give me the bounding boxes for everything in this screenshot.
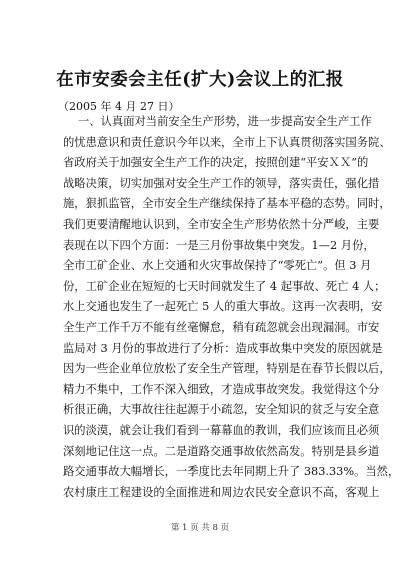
body-line: 因为一些企业单位放松了安全生产管理，特别是在春节长假以后， <box>63 362 391 376</box>
body-line: 全市工矿企业、水上交通和火灾事故保持了“零死亡”。但 3 月 <box>63 259 372 273</box>
body-line: 析很正确，大事故往往起源于小疏忽，安全知识的贫乏与安全意 <box>63 403 380 417</box>
body-line: 全生产工作千万不能有丝毫懈怠，稍有疏忽就会出现漏洞。市安 <box>63 320 380 334</box>
document-body <box>63 112 400 503</box>
body-line: 省政府关于加强安全生产工作的决定，按照创建“平安ＸＸ”的 <box>63 156 369 170</box>
body-line: 施，狠抓监管，全市安全生产继续保持了基本平稳的态势。同时， <box>63 197 391 211</box>
body-line: 监局对 3 月份的事故进行了分析：造成事故集中突发的原因就是 <box>63 341 383 355</box>
body-line: 的忧患意识和责任意识今年以来，全市上下认真贯彻落实国务院、 <box>63 135 391 149</box>
body-line: 深刻地记住这一点。二是道路交通事故依然高发。特别是县乡道 <box>63 444 380 458</box>
body-line: 战略决策，切实加强对安全生产工作的领导，落实责任，强化措 <box>63 176 380 190</box>
body-line: 农村康庄工程建设的全面推进和周边农民安全意识不高，客观上 <box>63 485 380 499</box>
body-line: 表现在以下四个方面：一是三月份事故集中突发。1—2 月份， <box>63 238 375 252</box>
body-line: 精力不集中，工作不深入细致，才造成事故突发。我觉得这个分 <box>63 382 380 396</box>
document-title: 在市安委会主任(扩大)会议上的汇报 <box>56 70 344 90</box>
body-line: 水上交通也发生了一起死亡 5 人的重大事故。这再一次表明，安 <box>63 300 383 314</box>
body-line: 路交通事故大幅增长，一季度比去年同期上升了 383.33%。当然， <box>63 465 400 479</box>
body-line: 我们更要清醒地认识到，全市安全生产形势依然十分严峻，主要 <box>63 217 380 231</box>
page-footer: 第 1 页 共 8 页 <box>170 523 230 533</box>
body-line: 份，工矿企业在短短的七天时间就发生了 4 起事故、死亡 4 人； <box>63 279 386 293</box>
body-line: 识的淡漠，就会让我们看到一幕幕血的教训，我们应该而且必须 <box>63 423 380 437</box>
document-date: （2005 年 4 月 27 日） <box>58 100 180 113</box>
body-line: 一、认真面对当前安全生产形势，进一步提高安全生产工作 <box>78 115 372 128</box>
